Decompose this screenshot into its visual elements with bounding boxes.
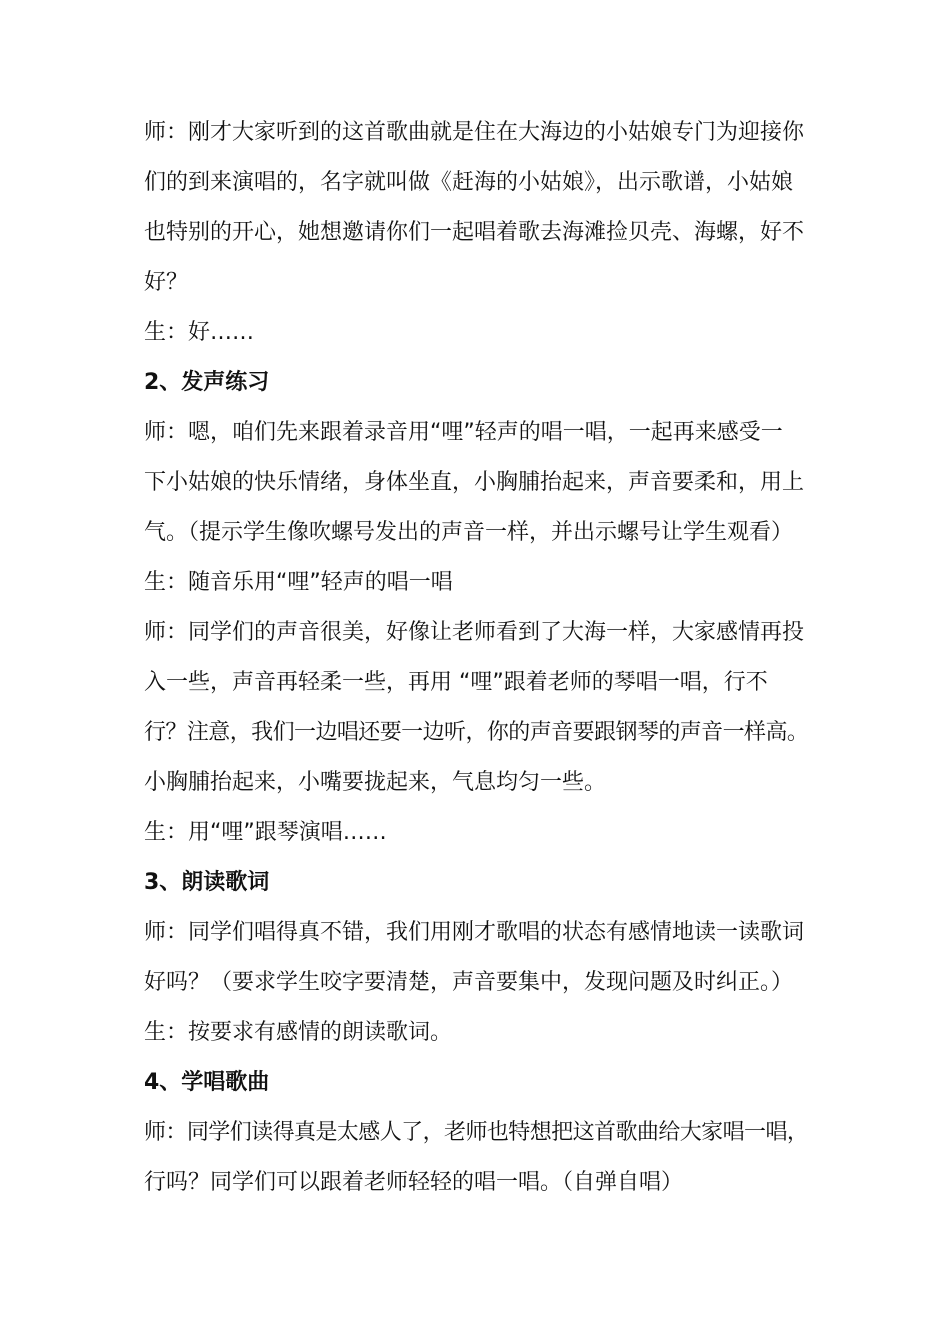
text-line-14: 小胸脯抬起来，小嘴要拢起来，气息均匀一些。 — [144, 770, 607, 795]
document-body — [144, 108, 810, 1208]
text-line-13: 行？注意，我们一边唱还要一边听，你的声音要跟钢琴的声音一样高。 — [144, 720, 809, 745]
text-line-15: 生：用“哩”跟琴演唱…… — [144, 820, 387, 845]
section-heading-vocal-practice: 2、发声练习 — [144, 370, 270, 395]
text-line-21: 师：同学们读得真是太感人了，老师也特想把这首歌曲给大家唱一唱， — [144, 1120, 809, 1145]
text-line-3: 也特别的开心，她想邀请你们一起唱着歌去海滩捡贝壳、海螺，好不 — [144, 220, 805, 245]
text-line-7: 师：嗯，咱们先来跟着录音用“哩”轻声的唱一唱，一起再来感受一 — [144, 420, 783, 445]
text-line-12: 入一些，声音再轻柔一些，再用 “哩”跟着老师的琴唱一唱，行不 — [144, 670, 768, 695]
text-line-17: 师：同学们唱得真不错，我们用刚才歌唱的状态有感情地读一读歌词 — [144, 920, 805, 945]
text-line-1: 师：刚才大家听到的这首歌曲就是住在大海边的小姑娘专门为迎接你 — [144, 120, 805, 145]
text-line-19: 生：按要求有感情的朗读歌词。 — [144, 1020, 453, 1045]
text-line-11: 师：同学们的声音很美，好像让老师看到了大海一样，大家感情再投 — [144, 620, 805, 645]
text-line-22: 行吗？同学们可以跟着老师轻轻的唱一唱。（自弹自唱） — [144, 1170, 684, 1195]
text-line-18: 好吗？（要求学生咬字要清楚，声音要集中，发现问题及时纠正。） — [144, 970, 794, 995]
section-heading-learn-song: 4、学唱歌曲 — [144, 1070, 270, 1095]
text-line-5: 生：好…… — [144, 320, 255, 345]
text-line-2: 们的到来演唱的，名字就叫做《赶海的小姑娘》，出示歌谱，小姑娘 — [144, 170, 794, 195]
text-line-4: 好？ — [144, 270, 189, 295]
section-heading-read-lyrics: 3、朗读歌词 — [144, 870, 270, 895]
text-line-8: 下小姑娘的快乐情绪，身体坐直，小胸脯抬起来，声音要柔和，用上 — [144, 470, 805, 495]
text-line-9: 气。（提示学生像吹螺号发出的声音一样，并出示螺号让学生观看） — [144, 520, 794, 545]
text-line-10: 生：随音乐用“哩”轻声的唱一唱 — [144, 570, 453, 595]
